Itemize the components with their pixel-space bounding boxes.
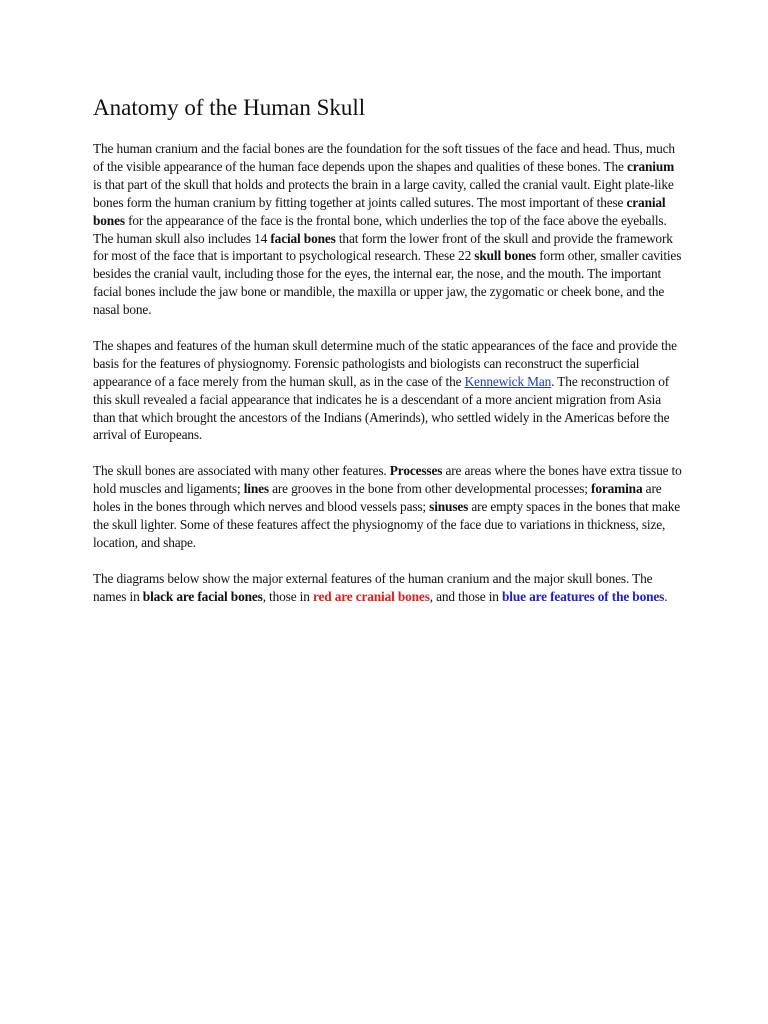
text-run: are holes in the bones through which nerves and blood vessels pass; <box>93 481 662 515</box>
text-run: . <box>664 588 668 604</box>
paragraph-cranium <box>93 140 685 319</box>
text-run: . The reconstruction of this skull revealed a facial appearance that indicates he is a descendant of a more ancient migration from Asia than that which brought the ancestors of the Indians (Amerinds), who settled widely in the Americas before the arrival of Europeans. <box>93 373 670 443</box>
kennewick-man-link[interactable]: Kennewick Man <box>464 373 552 389</box>
text-run: The shapes and features of the human skull determine much of the static appearances of the face and provide the basis for the features of physiognomy. Forensic pathologists and biologists can reconstruct the superficial appearance of a face merely from the human skull, as in the case of the <box>93 337 677 389</box>
paragraph-features <box>93 462 685 552</box>
page-title: Anatomy of the Human Skull <box>93 95 366 120</box>
legend-blue-bone-features: blue are features of the bones <box>502 588 665 604</box>
bold-term-skull-bones: skull bones <box>474 248 537 264</box>
text-run: are areas where the bones have extra tissue to hold muscles and ligaments; <box>93 463 682 497</box>
text-run: is that part of the skull that holds and protects the brain in a large cavity, called the cranial vault. Eight plate-like bones form the human cranium by fitting together at joints called sutures. The most important of these <box>93 176 674 210</box>
text-run: , those in <box>262 588 313 604</box>
text-run: The diagrams below show the major external features of the human cranium and the major skull bones. The names in <box>93 570 653 604</box>
text-run: for the appearance of the face is the frontal bone, which underlies the top of the face above the eyeballs. The human skull also includes 14 <box>93 212 667 246</box>
text-run: are empty spaces in the bones that make the skull lighter. Some of these features affect the physiognomy of the face due to variations in thickness, size, location, and shape. <box>93 499 681 550</box>
bold-term-sinuses: sinuses <box>429 499 469 515</box>
bold-term-cranium: cranium <box>626 158 675 174</box>
bold-term-processes: Processes <box>389 463 443 479</box>
text-run: form other, smaller cavities besides the cranial vault, including those for the eyes, the internal ear, the nose, and the mouth. The important facial bones include the jaw bone or mandible, the maxilla or upper jaw, the zygomatic or cheek bone, and the nasal bone. <box>93 248 682 318</box>
text-run: that form the lower front of the skull and provide the framework for most of the face that is important to psychological research. These 22 <box>93 230 673 264</box>
document-page <box>93 93 685 623</box>
bold-term-facial-bones: facial bones <box>270 230 336 246</box>
bold-term-foramina: foramina <box>591 481 643 497</box>
text-run: are grooves in the bone from other developmental processes; <box>268 481 592 497</box>
bold-term-lines: lines <box>243 481 269 497</box>
text-run: The human cranium and the facial bones are the foundation for the soft tissues of the face and head. Thus, much of the visible appearance of the human face depends upon the shapes and qualities of these bones. The <box>93 141 675 174</box>
legend-red-cranial-bones: red are cranial bones <box>312 588 430 604</box>
legend-black-facial-bones: black are facial bones <box>142 588 263 604</box>
text-run: , and those in <box>429 588 503 604</box>
paragraph-diagram-legend <box>93 570 685 606</box>
text-run: The skull bones are associated with many other features. <box>93 463 390 479</box>
paragraph-physiognomy <box>93 337 685 444</box>
bold-term-cranial-bones: cranial bones <box>93 194 666 228</box>
